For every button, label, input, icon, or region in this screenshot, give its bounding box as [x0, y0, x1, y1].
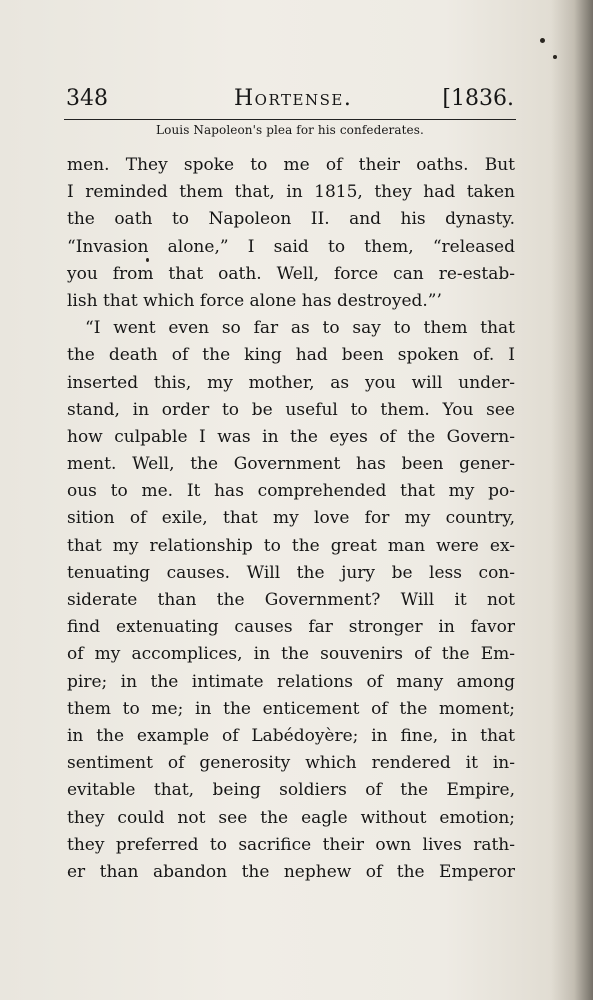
text-line: lish that which force alone has destroyed.”’ [67, 290, 442, 311]
text-line: ous to me. It has comprehended that my po- [67, 481, 515, 502]
running-title: Hortense. [234, 86, 353, 111]
text-line: they preferred to sacrifice their own lives rath- [67, 834, 515, 855]
body-text [67, 152, 515, 886]
text-line: “I went even so far as to say to them that [85, 318, 515, 339]
text-line: tenuating causes. Will the jury be less con- [67, 562, 515, 583]
text-line: men. They spoke to me of their oaths. But [67, 155, 515, 175]
text-line: how culpable I was in the eyes of the Govern- [67, 426, 515, 447]
text-line: they could not see the eagle without emotion; [67, 807, 515, 828]
page-number: 348 [66, 86, 108, 111]
text-line: find extenuating causes far stronger in favor [67, 617, 515, 638]
text-line: the oath to Napoleon II. and his dynasty. [67, 209, 515, 230]
header-year: [1836. [442, 86, 514, 111]
text-line: ment. Well, the Government has been gener- [67, 454, 515, 475]
text-line: in the example of Labédoyère; in fine, in that [67, 725, 515, 746]
text-line: stand, in order to be useful to them. You see [67, 399, 515, 420]
text-line: of my accomplices, in the souvenirs of the Em- [67, 644, 515, 665]
text-line: inserted this, my mother, as you will under- [67, 372, 515, 393]
text-line: sition of exile, that my love for my country, [67, 508, 515, 529]
page-subtitle: Louis Napoleon's plea for his confederates. [156, 123, 424, 137]
ink-speck [553, 55, 557, 59]
text-line: you from that oath. Well, force can re-estab- [67, 263, 515, 284]
text-line: evitable that, being soldiers of the Empire, [67, 780, 515, 801]
text-line: I reminded them that, in 1815, they had taken [67, 182, 515, 203]
ink-speck [540, 38, 545, 43]
running-header [62, 83, 516, 115]
text-line: them to me; in the enticement of the moment; [67, 698, 515, 719]
text-line: “Invasion alone,” I said to them, “released [67, 236, 515, 257]
text-line: sentiment of generosity which rendered it in- [67, 753, 515, 774]
text-line: pire; in the intimate relations of many among [67, 671, 515, 692]
text-line: er than abandon the nephew of the Emperor [67, 861, 515, 882]
text-line: the death of the king had been spoken of. I [67, 345, 515, 366]
text-line: that my relationship to the great man were ex- [67, 535, 515, 556]
text-line: siderate than the Government? Will it not [67, 590, 515, 610]
page-edge-shadow [551, 0, 593, 1000]
